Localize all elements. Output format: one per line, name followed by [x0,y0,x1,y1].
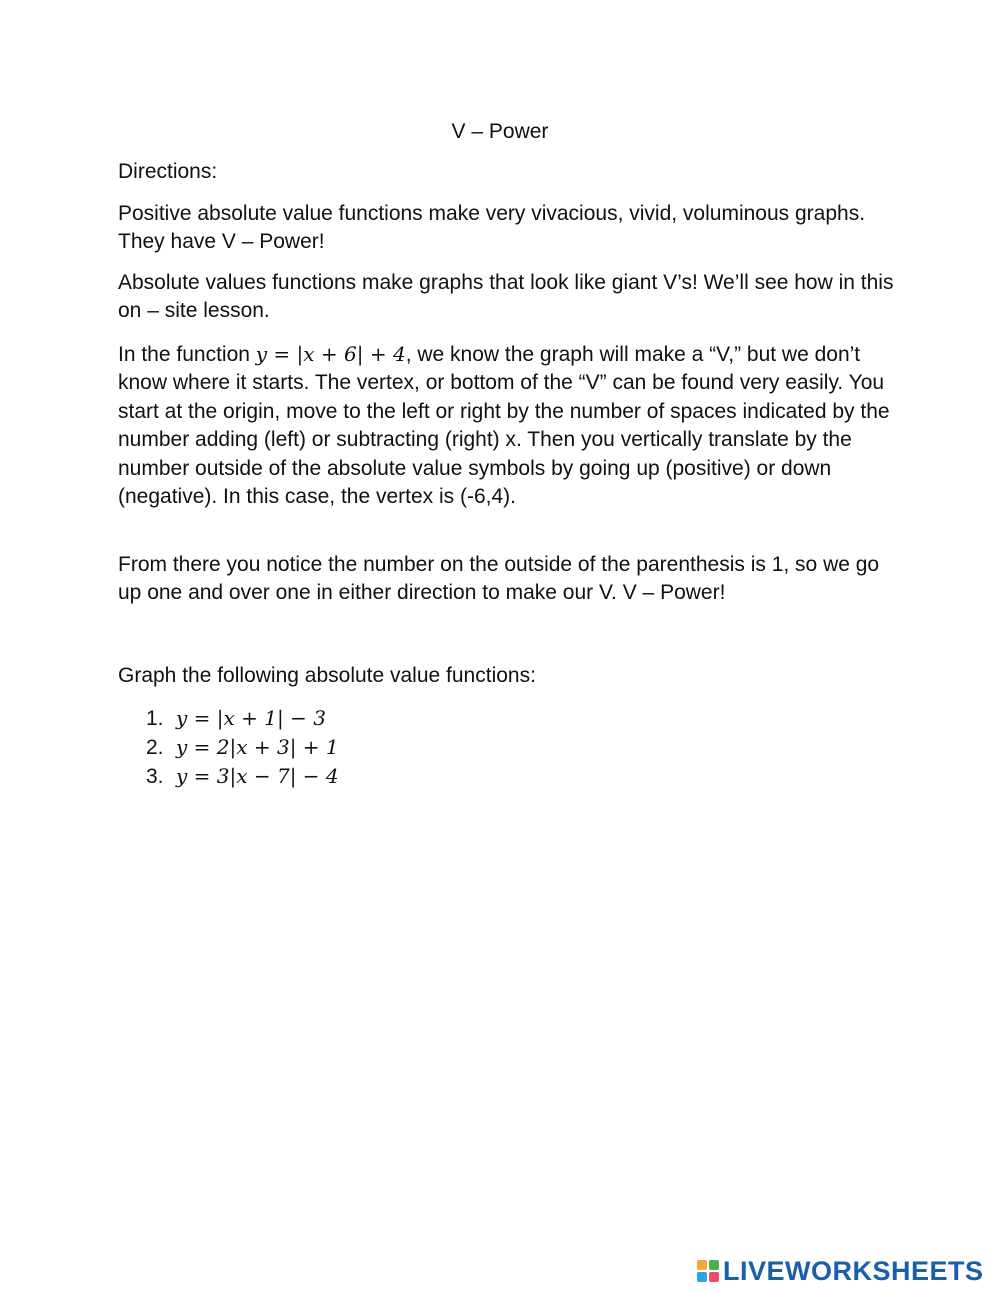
paragraph-vertex-lead: In the function [118,343,256,366]
problem-equation: y = 3|x − 7| − 4 [176,764,339,788]
directions-label: Directions: [118,160,218,183]
paragraph-vertex-rest: , we know the graph will make a “V,” but we don’t know where it starts. The vertex, or bottom of the “V” can be found very easily. You start at the origin, move to the left or right by the number of spaces indicated by the number adding (left) or subtracting (right) x. Then you vertically translate by the number outside of the absolute value symbols by going up (positive) or down (negative). In this case, the vertex is (-6,4). [118,343,890,509]
problem-equation: y = |x + 1| − 3 [176,706,326,730]
logo-wordmark: LIVEWORKSHEETS [723,1255,984,1286]
logo-icon [697,1260,719,1282]
problem-item [146,733,339,762]
logo-square [697,1260,707,1270]
problem-number: 2. [146,736,164,759]
problem-number: 3. [146,765,164,788]
page-title: V – Power [451,120,549,143]
liveworksheets-logo [697,1254,984,1288]
paragraph-vertex-explanation [118,340,898,511]
logo-square [709,1272,719,1282]
paragraph-giant-vs: Absolute values functions make graphs that look like giant V’s! We’ll see how in this on – site lesson. [118,271,894,323]
logo-square [709,1260,719,1270]
problem-number: 1. [146,707,164,730]
instructions: Graph the following absolute value functions: [118,664,536,687]
paragraph-slope: From there you notice the number on the outside of the parenthesis is 1, so we go up one and over one in either direction to make our V. V – Power! [118,553,880,605]
problem-item [146,762,339,791]
problem-list [146,704,339,791]
problem-item [146,704,339,733]
problem-equation: y = 2|x + 3| + 1 [176,735,339,759]
example-equation: y = |x + 6| + 4 [255,342,406,366]
logo-square [697,1272,707,1282]
paragraph-intro: Positive absolute value functions make very vivacious, vivid, voluminous graphs. They have V – Power! [118,202,866,254]
